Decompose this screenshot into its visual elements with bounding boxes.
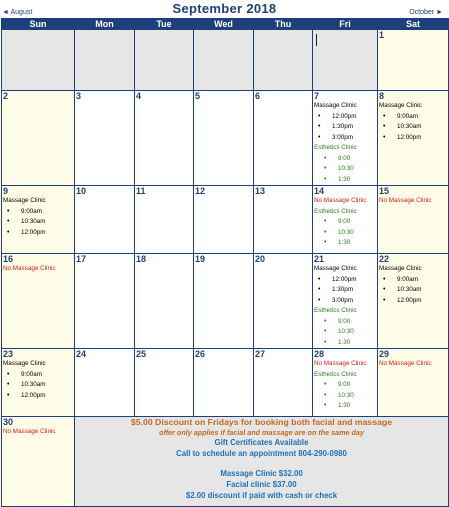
time-slot: • 1:30 (328, 401, 376, 412)
time-slot: • 1:30pm (322, 285, 376, 296)
weekday-fri: Fri (313, 19, 378, 30)
massage-price-text: Massage Clinic $32.00 (220, 469, 303, 478)
day-number: 19 (195, 254, 206, 264)
day-number: 14 (314, 186, 325, 196)
day-number: 13 (255, 186, 266, 196)
day-number: 6 (255, 91, 261, 101)
spacer (76, 459, 447, 468)
next-month-link[interactable]: October ► (409, 9, 443, 16)
massage-clinic-label: Massage Clinic (314, 102, 357, 109)
time-slot: • 10:30am (11, 380, 73, 391)
time-slot: • 10:30 (328, 327, 376, 338)
weekday-sat: Sat (378, 19, 449, 30)
massage-clinic-label: Massage Clinic (3, 360, 46, 367)
day-cell-20[interactable] (254, 254, 313, 349)
day-cell-7[interactable] (313, 91, 378, 186)
day-cell-30[interactable] (2, 417, 75, 507)
phone-text: Call to schedule an appointment 804-290-0980 (176, 449, 347, 458)
day-number: 15 (379, 186, 390, 196)
time-slot: • 9:00 (328, 217, 376, 228)
massage-clinic-label: Massage Clinic (3, 197, 46, 204)
day-cell-15[interactable] (378, 186, 449, 254)
massage-times (3, 370, 73, 402)
week-row (2, 186, 449, 254)
day-number: 25 (136, 349, 147, 359)
week-row (2, 417, 449, 507)
month-grid (1, 18, 449, 507)
empty-day-cell (194, 30, 254, 91)
weekday-tue: Tue (135, 19, 194, 30)
time-slot: • 12:00pm (322, 112, 376, 123)
day-number: 29 (379, 349, 390, 359)
time-slot: • 1:30pm (322, 122, 376, 133)
time-slot: • 1:30 (328, 338, 376, 349)
day-number: 7 (314, 91, 320, 101)
day-cell-16[interactable] (2, 254, 75, 349)
day-number: 3 (76, 91, 82, 101)
day-number: 22 (379, 254, 390, 264)
time-slot: • 9:00 (328, 154, 376, 165)
time-slot: • 10:30 (328, 391, 376, 402)
empty-day-cell (135, 30, 194, 91)
massage-clinic-label: Massage Clinic (379, 102, 422, 109)
massage-times (379, 112, 447, 144)
esthetics-times (314, 317, 376, 349)
weekday-mon: Mon (75, 19, 135, 30)
time-slot: • 9:00 (328, 317, 376, 328)
massage-clinic-label: Massage Clinic (314, 265, 357, 272)
day-cell-24[interactable] (75, 349, 135, 417)
day-cell-19[interactable] (194, 254, 254, 349)
day-number: 4 (136, 91, 142, 101)
empty-day-cell (313, 30, 378, 91)
day-number: 2 (3, 91, 9, 101)
day-cell-4[interactable] (135, 91, 194, 186)
massage-times (3, 207, 73, 239)
weekday-header-row (2, 19, 449, 30)
empty-day-cell (75, 30, 135, 91)
time-slot: • 9:00am (11, 207, 73, 218)
day-number: 9 (3, 186, 9, 196)
time-slot: • 1:30 (328, 175, 376, 186)
day-cell-28[interactable] (313, 349, 378, 417)
time-slot: • 3:00pm (322, 133, 376, 144)
weekday-sun: Sun (2, 19, 75, 30)
no-massage-clinic-label: No Massage Clinic (379, 197, 432, 204)
time-slot: • 10:30am (387, 122, 447, 133)
time-slot: • 12:00pm (11, 391, 73, 402)
day-cell-23[interactable] (2, 349, 75, 417)
day-number: 5 (195, 91, 201, 101)
time-slot: • 12:00pm (322, 275, 376, 286)
esthetics-clinic-label: Esthetics Clinic (314, 207, 357, 215)
time-slot: • 3:00pm (322, 296, 376, 307)
day-cell-25[interactable] (135, 349, 194, 417)
massage-times (379, 275, 447, 307)
week-row (2, 254, 449, 349)
esthetics-times (314, 217, 376, 249)
time-slot: • 10:30am (11, 217, 73, 228)
massage-clinic-label: Massage Clinic (379, 265, 422, 272)
esthetics-times (314, 154, 376, 186)
time-slot: • 9:00am (387, 275, 447, 286)
day-number: 26 (195, 349, 206, 359)
time-slot: • 1:30 (328, 238, 376, 249)
day-cell-13[interactable] (254, 186, 313, 254)
day-number: 12 (195, 186, 206, 196)
time-slot: • 12:00pm (11, 228, 73, 239)
time-slot: • 10:30 (328, 164, 376, 175)
no-massage-clinic-label: No Massage Clinic (314, 197, 367, 204)
day-cell-14[interactable] (313, 186, 378, 254)
calendar-header-bar (0, 0, 449, 18)
no-massage-clinic-label: No Massage Clinic (379, 360, 432, 367)
promo-condition-text: offer only applies if facial and massage are on the same day (159, 428, 364, 437)
esthetics-times (314, 380, 376, 412)
text-cursor (316, 34, 317, 46)
day-number: 17 (76, 254, 87, 264)
day-cell-6[interactable] (254, 91, 313, 186)
day-number: 1 (379, 30, 385, 40)
day-cell-8[interactable] (378, 91, 449, 186)
day-number: 18 (136, 254, 147, 264)
week-row (2, 349, 449, 417)
day-cell-11[interactable] (135, 186, 194, 254)
esthetics-clinic-label: Esthetics Clinic (314, 144, 357, 151)
gift-certificates-text: Gift Certificates Available (214, 438, 309, 447)
time-slot: • 9:00am (387, 112, 447, 123)
day-cell-21[interactable] (313, 254, 378, 349)
weekday-thu: Thu (254, 19, 313, 30)
no-massage-clinic-label: No Massage Clinic (3, 265, 56, 272)
day-cell-5[interactable] (194, 91, 254, 186)
day-number: 28 (314, 349, 325, 359)
time-slot: • 10:30 (328, 228, 376, 239)
day-number: 8 (379, 91, 385, 101)
empty-day-cell (254, 30, 313, 91)
esthetics-clinic-label: Esthetics Clinic (314, 370, 357, 378)
day-cell-12[interactable] (194, 186, 254, 254)
time-slot: • 12:00pm (387, 133, 447, 144)
no-massage-clinic-label: No Massage Clinic (3, 428, 56, 435)
day-number: 27 (255, 349, 266, 359)
day-cell-17[interactable] (75, 254, 135, 349)
day-cell-1[interactable] (378, 30, 449, 91)
day-cell-18[interactable] (135, 254, 194, 349)
time-slot: • 9:00am (11, 370, 73, 381)
week-row (2, 30, 449, 91)
prev-month-link[interactable]: ◄ August (2, 9, 33, 16)
time-slot: • 10:30am (387, 285, 447, 296)
day-cell-26[interactable] (194, 349, 254, 417)
day-number: 10 (76, 186, 87, 196)
time-slot: • 12:00pm (387, 296, 447, 307)
day-cell-22[interactable] (378, 254, 449, 349)
facial-price-text: Facial clinic $37.00 (226, 480, 297, 489)
day-number: 21 (314, 254, 325, 264)
day-number: 16 (3, 254, 14, 264)
promo-discount-text: $5.00 Discount on Fridays for booking both facial and massage (130, 417, 393, 427)
month-title: September 2018 (172, 1, 277, 16)
day-cell-27[interactable] (254, 349, 313, 417)
empty-day-cell (2, 30, 75, 91)
no-massage-clinic-label: No Massage Clinic (314, 360, 367, 367)
day-number: 24 (76, 349, 87, 359)
notes-panel (75, 417, 449, 507)
cash-discount-text: $2.00 discount if paid with cash or check (185, 491, 338, 500)
day-cell-3[interactable] (75, 91, 135, 186)
day-cell-9[interactable] (2, 186, 75, 254)
time-slot: • 9:00 (328, 380, 376, 391)
week-row (2, 91, 449, 186)
day-number: 23 (3, 349, 14, 359)
weekday-wed: Wed (194, 19, 254, 30)
day-cell-2[interactable] (2, 91, 75, 186)
massage-times (314, 275, 376, 307)
day-number: 20 (255, 254, 266, 264)
day-number: 11 (136, 186, 146, 196)
massage-times (314, 112, 376, 144)
day-cell-29[interactable] (378, 349, 449, 417)
day-cell-10[interactable] (75, 186, 135, 254)
esthetics-clinic-label: Esthetics Clinic (314, 307, 357, 314)
day-number: 30 (3, 417, 14, 427)
